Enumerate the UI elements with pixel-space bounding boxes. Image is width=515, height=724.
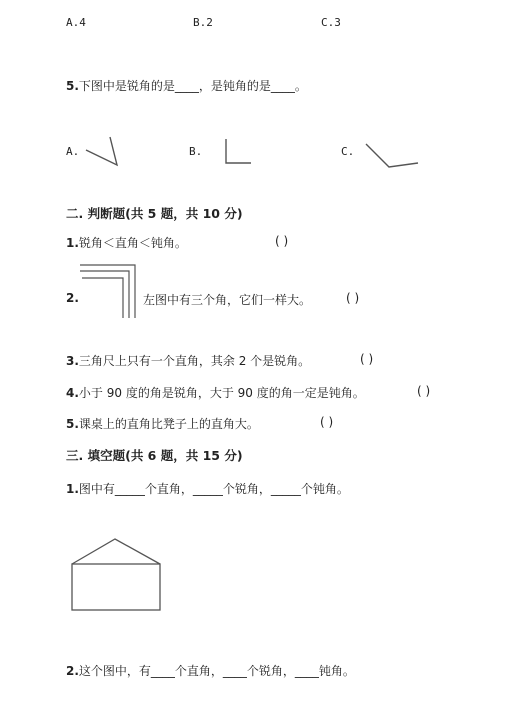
option-a-label: A. xyxy=(66,145,80,158)
section-3-heading: 三. 填空题(共 6 题，共 15 分) xyxy=(66,448,243,463)
answer-parentheses[interactable]: ( ) xyxy=(320,415,334,429)
option-c-label: C. xyxy=(341,145,355,158)
judge-item-5 xyxy=(66,415,259,432)
item-text: 左图中有三个角，它们一样大。 xyxy=(143,293,312,307)
three-angles-figure xyxy=(80,264,140,320)
item-number: 5. xyxy=(66,417,79,431)
item-number: 4. xyxy=(66,386,79,400)
option-a: A.4 xyxy=(66,16,86,29)
item-text: 三角尺上只有一个直角，其余 2 个是锐角。 xyxy=(78,354,311,368)
item-number: 2. xyxy=(66,664,79,678)
question-text: 下图中是锐角的是____，是钝角的是____。 xyxy=(78,79,307,93)
item-text: 锐角＜直角＜钝角。 xyxy=(78,236,187,250)
obtuse-angle-figure xyxy=(364,142,420,170)
fill-item-2 xyxy=(66,662,355,679)
answer-parentheses[interactable]: ( ) xyxy=(275,234,289,248)
question-number: 5. xyxy=(66,79,79,93)
judge-item-4 xyxy=(66,384,365,401)
item-number: 1. xyxy=(66,236,79,250)
judge-item-3 xyxy=(66,352,310,369)
house-shape-figure xyxy=(70,538,166,614)
item-text: 这个图中，有____个直角，____个锐角，____钝角。 xyxy=(78,664,355,678)
item-number: 2. xyxy=(66,291,79,305)
right-angle-figure xyxy=(223,138,253,166)
item-number: 3. xyxy=(66,354,79,368)
answer-parentheses[interactable]: ( ) xyxy=(417,384,431,398)
choice-question-5 xyxy=(66,77,307,94)
section-2-heading: 二. 判断题(共 5 题，共 10 分) xyxy=(66,206,243,221)
item-text: 图中有_____个直角，_____个锐角，_____个钝角。 xyxy=(78,482,349,496)
answer-parentheses[interactable]: ( ) xyxy=(346,291,360,305)
judge-item-1 xyxy=(66,234,187,251)
option-b: B.2 xyxy=(193,16,213,29)
option-b-label: B. xyxy=(189,145,203,158)
fill-item-1 xyxy=(66,480,349,497)
item-text: 小于 90 度的角是锐角，大于 90 度的角一定是钝角。 xyxy=(78,386,365,400)
acute-angle-figure xyxy=(84,136,124,170)
item-number: 1. xyxy=(66,482,79,496)
option-c: C.3 xyxy=(321,16,341,29)
item-text: 课桌上的直角比凳子上的直角大。 xyxy=(78,417,259,431)
answer-parentheses[interactable]: ( ) xyxy=(360,352,374,366)
